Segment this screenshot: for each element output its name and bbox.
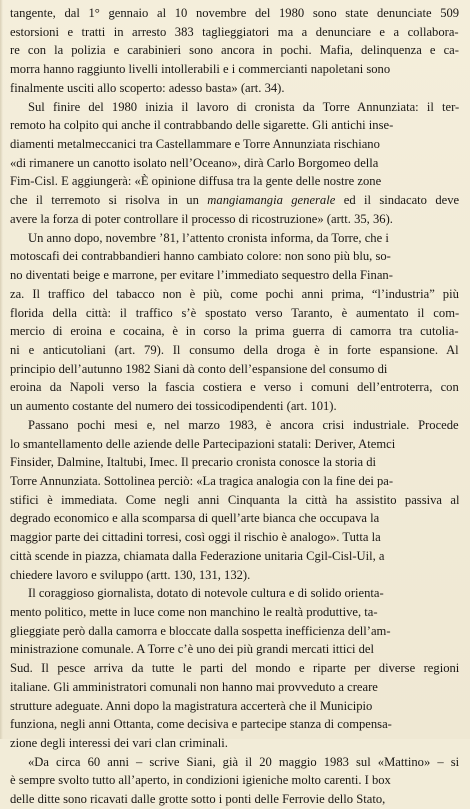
text-line: principio dell’autunno 1982 Siani dà conto dell’espansione del consumo di bbox=[10, 361, 388, 376]
body-text bbox=[10, 4, 459, 809]
text-line: eroina da Napoli verso la fascia costiera e verso i comuni dell’entroterra, con bbox=[10, 380, 459, 395]
text-line: finalmente usciti allo scoperto: adesso basta» (art. 34). bbox=[10, 80, 285, 95]
text-line: «di rimanere un canotto isolato nell’Oceano», dirà Carlo Borgomeo della bbox=[10, 155, 379, 170]
text-line: lo smantellamento delle aziende delle Partecipazioni statali: Deriver, Atemci bbox=[10, 436, 396, 451]
paragraph bbox=[10, 98, 459, 229]
text-line: za. Il traffico del tabacco non è più, come pochi anni prima, “l’industria” più bbox=[10, 286, 459, 301]
text-line: un aumento costante del numero dei tossicodipendenti (art. 101). bbox=[10, 399, 337, 414]
text-line: estorsioni e tratti in arresto 383 taglieggiatori ma a denunciare e a collabora- bbox=[10, 24, 459, 39]
text-line: ministrazione comunale. A Torre c’è uno dei più grandi mercati ittici del bbox=[10, 642, 374, 657]
text-line: Un anno dopo, novembre ’81, l’attento cronista informa, da Torre, che i bbox=[28, 230, 389, 245]
text-line: città scende in piazza, chiamata dalla Federazione unitaria Cgil-Cisl-Uil, a bbox=[10, 548, 385, 563]
text-line: glieggiate però dalla camorra e bloccate dalla sospetta inefficienza dell’am- bbox=[10, 623, 391, 638]
text-line: Passano pochi mesi e, nel marzo 1983, è ancora crisi industriale. Procede bbox=[28, 417, 459, 432]
text-line: ni e anticutoliani (art. 79). Il consumo della droga è in forte espansione. Al bbox=[10, 342, 459, 357]
paragraph bbox=[10, 584, 459, 752]
text-line: degrado economico e alla scomparsa di quell’arte bianca che occupava la bbox=[10, 511, 380, 526]
text-line: funziona, negli anni Ottanta, come decisiva e partecipe stanza di compensa- bbox=[10, 717, 392, 732]
text-line: strutture adeguate. Anni dopo la magistratura accerterà che il Municipio bbox=[10, 698, 373, 713]
text-line: Torre Annunziata. Sottolinea perciò: «La tragica analogia con la fine dei pa- bbox=[10, 473, 394, 488]
paragraph bbox=[10, 753, 459, 809]
italic-phrase: mangiamangia generale bbox=[207, 193, 336, 208]
text-line: «Da circa 60 anni – scrive Siani, già il 20 maggio 1983 sul «Mattino» – si bbox=[28, 754, 459, 769]
text-line: motoscafi dei contrabbandieri hanno cambiato colore: non sono più blu, so- bbox=[10, 249, 391, 264]
text-line: mento politico, mette in luce come non manchino le realtà produttive, ta- bbox=[10, 605, 378, 619]
page-gutter-shadow bbox=[0, 0, 3, 739]
paragraph bbox=[10, 4, 459, 98]
text-line: remoto ha colpito qui anche il contrabbando delle sigarette. Gli antichi inse- bbox=[10, 118, 394, 133]
text-line: stifici è immediata. Come negli anni Cinquanta la città ha assistito passiva al bbox=[10, 492, 459, 507]
text-line: che il terremoto si risolva in un mangiamangia generale ed il sindacato deve bbox=[10, 193, 459, 208]
text-line: florida della città: il traffico s’è spostato verso Taranto, è aumentato il com- bbox=[10, 305, 459, 320]
text-line: chiedere lavoro e sviluppo (artt. 130, 131, 132). bbox=[10, 567, 251, 582]
text-line: Sul finire del 1980 inizia il lavoro di cronista da Torre Annunziata: il ter- bbox=[28, 99, 459, 114]
text-line: avere la forza di poter controllare il processo di ricostruzione» (artt. 35, 36). bbox=[10, 211, 393, 226]
text-line: re con la polizia e carabinieri sono ancora in pochi. Mafia, delinquenza e ca- bbox=[10, 43, 459, 58]
text-line: mercio di eroina e cocaina, è in corso la prima guerra di camorra tra cutolia- bbox=[10, 324, 459, 339]
text-line: zione degli interessi dei vari clan criminali. bbox=[10, 736, 228, 751]
text-line: Sud. Il pesce arriva da tutte le parti del mondo e riparte per diverse regioni bbox=[10, 661, 459, 676]
text-line: è sempre svolto tutto all’aperto, in condizioni igieniche molto carenti. I box bbox=[10, 773, 391, 788]
text-line: maggior parte dei cittadini torresi, così oggi il rischio è analogo». Tutta la bbox=[10, 530, 381, 545]
text-line: no diventati beige e marrone, per evitare l’immediato sequestro della Finan- bbox=[10, 268, 393, 283]
text-line: tangente, dal 1° gennaio al 10 novembre del 1980 sono state denunciate 509 bbox=[10, 6, 459, 20]
text-line: morra hanno raggiunto livelli intollerabili e i commercianti napoletani sono bbox=[10, 62, 391, 77]
text-line: Finsider, Dalmine, Italtubi, Imec. Il precario cronista conosce la storia di bbox=[10, 455, 376, 470]
text-line: italiane. Gli amministratori comunali non hanno mai provveduto a creare bbox=[10, 679, 378, 694]
paragraph bbox=[10, 229, 459, 416]
text-line: delle ditte sono ricavati dalle grotte sotto i ponti delle Ferrovie dello Stato, bbox=[10, 792, 386, 807]
text-line: Il coraggioso giornalista, dotato di notevole cultura e di solido orienta- bbox=[28, 586, 384, 601]
text-line: Fim-Cisl. E aggiungerà: «È opinione diffusa tra la gente delle nostre zone bbox=[10, 174, 382, 189]
paragraph bbox=[10, 416, 459, 584]
text-line: diamenti metalmeccanici tra Castellammare e Torre Annunziata rischiano bbox=[10, 137, 380, 152]
